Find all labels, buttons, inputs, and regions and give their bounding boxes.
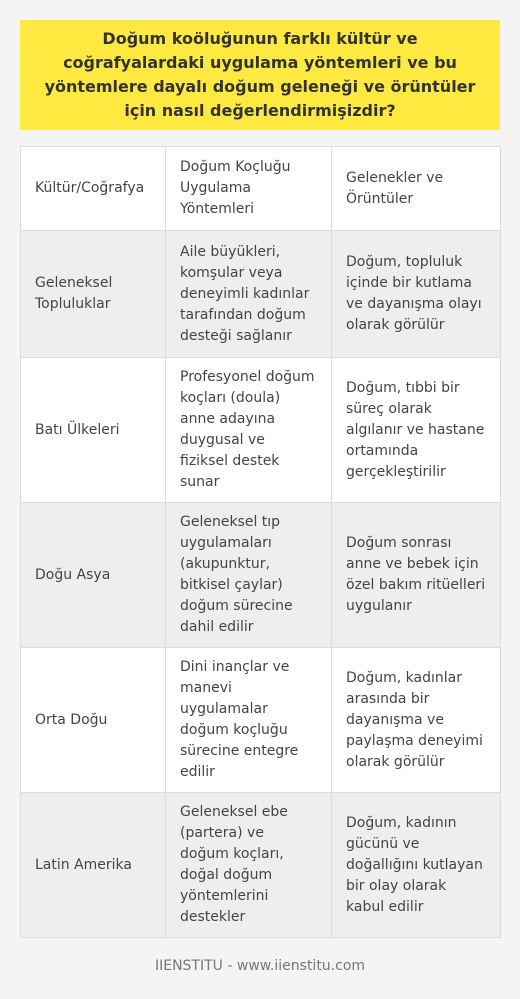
table-cell-culture: Orta Doğu	[21, 648, 166, 793]
table-header-cell: Kültür/Coğrafya	[21, 147, 166, 231]
table-header-row	[21, 147, 501, 231]
table-cell-culture: Latin Amerika	[21, 793, 166, 938]
table-cell-method: Geleneksel ebe (partera) ve doğum koçları, doğal doğum yöntemlerini destekler	[166, 793, 332, 938]
table-row	[21, 358, 501, 503]
table-row	[21, 793, 501, 938]
table-cell-tradition: Doğum, topluluk içinde bir kutlama ve dayanışma olayı olarak görülür	[332, 231, 501, 358]
table-cell-tradition: Doğum, kadının gücünü ve doğallığını kutlayan bir olay olarak kabul edilir	[332, 793, 501, 938]
page-title: Doğum koöluğunun farklı kültür ve coğrafyalardaki uygulama yöntemleri ve bu yöntemlere dayalı doğum geleneği ve örüntüler için nasıl değerlendirmişizdir?	[44, 29, 476, 120]
table-cell-culture: Batı Ülkeleri	[21, 358, 166, 503]
table-cell-method: Aile büyükleri, komşular veya deneyimli kadınlar tarafından doğum desteği sağlanır	[166, 231, 332, 358]
table-row	[21, 231, 501, 358]
table-cell-tradition: Doğum sonrası anne ve bebek için özel bakım ritüelleri uygulanır	[332, 503, 501, 648]
table-cell-tradition: Doğum, tıbbi bir süreç olarak algılanır ve hastane ortamında gerçekleştirilir	[332, 358, 501, 503]
title-banner	[20, 20, 500, 130]
table-cell-culture: Doğu Asya	[21, 503, 166, 648]
table-cell-tradition: Doğum, kadınlar arasında bir dayanışma ve paylaşma deneyimi olarak görülür	[332, 648, 501, 793]
table-cell-method: Dini inançlar ve manevi uygulamalar doğum koçluğu sürecine entegre edilir	[166, 648, 332, 793]
table-row	[21, 648, 501, 793]
footer-credit: IIENSTITU - www.iienstitu.com	[154, 958, 366, 974]
table-row	[21, 503, 501, 648]
table-header-cell: Doğum Koçluğu Uygulama Yöntemleri	[166, 147, 332, 231]
table-cell-method: Geleneksel tıp uygulamaları (akupunktur, bitkisel çaylar) doğum sürecine dahil edilir	[166, 503, 332, 648]
comparison-table	[20, 146, 501, 938]
table-cell-culture: Geleneksel Topluluklar	[21, 231, 166, 358]
table-header-cell: Gelenekler ve Örüntüler	[332, 147, 501, 231]
table-cell-method: Profesyonel doğum koçları (doula) anne adayına duygusal ve fiziksel destek sunar	[166, 358, 332, 503]
